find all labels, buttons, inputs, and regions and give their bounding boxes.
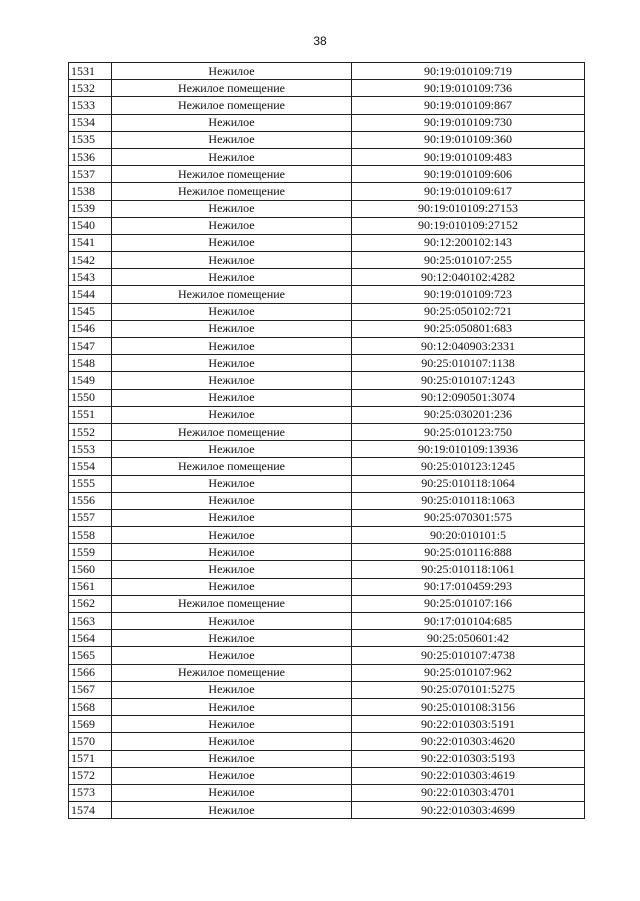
table-row — [69, 441, 585, 458]
cadastral-number: 90:22:010303:4620 — [352, 733, 585, 750]
cadastral-number: 90:25:030201:236 — [352, 406, 585, 423]
row-number: 1546 — [69, 320, 112, 337]
cadastral-number: 90:19:010109:483 — [352, 148, 585, 165]
table-row — [69, 784, 585, 801]
table-row — [69, 630, 585, 647]
row-number: 1544 — [69, 286, 112, 303]
object-type: Нежилое помещение — [112, 97, 352, 114]
object-type: Нежилое помещение — [112, 595, 352, 612]
row-number: 1549 — [69, 372, 112, 389]
row-number: 1536 — [69, 148, 112, 165]
cadastral-number: 90:25:010107:1243 — [352, 372, 585, 389]
row-number: 1563 — [69, 613, 112, 630]
object-type: Нежилое помещение — [112, 458, 352, 475]
cadastral-number: 90:25:010123:1245 — [352, 458, 585, 475]
row-number: 1565 — [69, 647, 112, 664]
object-type: Нежилое — [112, 217, 352, 234]
object-type: Нежилое — [112, 406, 352, 423]
row-number: 1558 — [69, 527, 112, 544]
table-row — [69, 286, 585, 303]
row-number: 1552 — [69, 423, 112, 440]
object-type: Нежилое — [112, 200, 352, 217]
row-number: 1566 — [69, 664, 112, 681]
row-number: 1572 — [69, 767, 112, 784]
object-type: Нежилое — [112, 578, 352, 595]
table-row — [69, 131, 585, 148]
cadastral-number: 90:25:010108:3156 — [352, 698, 585, 715]
row-number: 1569 — [69, 716, 112, 733]
cadastral-number: 90:22:010303:5191 — [352, 716, 585, 733]
object-type: Нежилое — [112, 355, 352, 372]
table-row — [69, 338, 585, 355]
table-row — [69, 509, 585, 526]
object-type: Нежилое — [112, 63, 352, 80]
row-number: 1539 — [69, 200, 112, 217]
row-number: 1533 — [69, 97, 112, 114]
cadastral-number: 90:17:010104:685 — [352, 613, 585, 630]
row-number: 1556 — [69, 492, 112, 509]
cadastral-number: 90:25:010116:888 — [352, 544, 585, 561]
object-type: Нежилое помещение — [112, 423, 352, 440]
object-type: Нежилое — [112, 320, 352, 337]
object-type: Нежилое — [112, 527, 352, 544]
table-row — [69, 664, 585, 681]
object-type: Нежилое — [112, 544, 352, 561]
property-table — [68, 62, 585, 819]
row-number: 1567 — [69, 681, 112, 698]
cadastral-number: 90:25:010107:1138 — [352, 355, 585, 372]
row-number: 1564 — [69, 630, 112, 647]
object-type: Нежилое — [112, 750, 352, 767]
cadastral-number: 90:25:010107:166 — [352, 595, 585, 612]
object-type: Нежилое — [112, 303, 352, 320]
row-number: 1555 — [69, 475, 112, 492]
row-number: 1554 — [69, 458, 112, 475]
cadastral-number: 90:19:010109:13936 — [352, 441, 585, 458]
object-type: Нежилое — [112, 441, 352, 458]
row-number: 1540 — [69, 217, 112, 234]
row-number: 1545 — [69, 303, 112, 320]
table-row — [69, 647, 585, 664]
object-type: Нежилое помещение — [112, 183, 352, 200]
row-number: 1542 — [69, 252, 112, 269]
row-number: 1560 — [69, 561, 112, 578]
object-type: Нежилое — [112, 716, 352, 733]
cadastral-number: 90:19:010109:617 — [352, 183, 585, 200]
table-row — [69, 698, 585, 715]
table-row — [69, 458, 585, 475]
cadastral-number: 90:19:010109:27153 — [352, 200, 585, 217]
cadastral-number: 90:19:010109:723 — [352, 286, 585, 303]
row-number: 1550 — [69, 389, 112, 406]
cadastral-number: 90:19:010109:867 — [352, 97, 585, 114]
object-type: Нежилое помещение — [112, 166, 352, 183]
table-row — [69, 613, 585, 630]
object-type: Нежилое — [112, 561, 352, 578]
cadastral-number: 90:19:010109:736 — [352, 80, 585, 97]
table-row — [69, 406, 585, 423]
table-row — [69, 269, 585, 286]
table-row — [69, 578, 585, 595]
row-number: 1531 — [69, 63, 112, 80]
cadastral-number: 90:25:010107:4738 — [352, 647, 585, 664]
cadastral-number: 90:25:010118:1063 — [352, 492, 585, 509]
table-row — [69, 320, 585, 337]
object-type: Нежилое — [112, 252, 352, 269]
cadastral-number: 90:22:010303:4699 — [352, 802, 585, 819]
cadastral-number: 90:19:010109:730 — [352, 114, 585, 131]
table-row — [69, 527, 585, 544]
cadastral-number: 90:25:050102:721 — [352, 303, 585, 320]
cadastral-number: 90:19:010109:606 — [352, 166, 585, 183]
row-number: 1532 — [69, 80, 112, 97]
cadastral-number: 90:25:010123:750 — [352, 423, 585, 440]
table-row — [69, 372, 585, 389]
table-row — [69, 802, 585, 819]
object-type: Нежилое — [112, 647, 352, 664]
row-number: 1534 — [69, 114, 112, 131]
object-type: Нежилое — [112, 131, 352, 148]
table-row — [69, 114, 585, 131]
table-row — [69, 681, 585, 698]
row-number: 1571 — [69, 750, 112, 767]
object-type: Нежилое — [112, 372, 352, 389]
object-type: Нежилое — [112, 338, 352, 355]
row-number: 1548 — [69, 355, 112, 372]
row-number: 1559 — [69, 544, 112, 561]
cadastral-number: 90:12:200102:143 — [352, 234, 585, 251]
cadastral-number: 90:25:070101:5275 — [352, 681, 585, 698]
row-number: 1538 — [69, 183, 112, 200]
table-row — [69, 252, 585, 269]
object-type: Нежилое — [112, 630, 352, 647]
table-row — [69, 561, 585, 578]
object-type: Нежилое — [112, 681, 352, 698]
object-type: Нежилое — [112, 114, 352, 131]
object-type: Нежилое — [112, 492, 352, 509]
cadastral-number: 90:25:050801:683 — [352, 320, 585, 337]
table-row — [69, 183, 585, 200]
object-type: Нежилое — [112, 802, 352, 819]
object-type: Нежилое — [112, 784, 352, 801]
row-number: 1547 — [69, 338, 112, 355]
object-type: Нежилое — [112, 475, 352, 492]
object-type: Нежилое — [112, 509, 352, 526]
object-type: Нежилое — [112, 698, 352, 715]
cadastral-number: 90:17:010459:293 — [352, 578, 585, 595]
row-number: 1553 — [69, 441, 112, 458]
object-type: Нежилое — [112, 389, 352, 406]
table-row — [69, 423, 585, 440]
cadastral-number: 90:12:040102:4282 — [352, 269, 585, 286]
cadastral-number: 90:22:010303:4701 — [352, 784, 585, 801]
cadastral-number: 90:22:010303:4619 — [352, 767, 585, 784]
table-row — [69, 166, 585, 183]
object-type: Нежилое помещение — [112, 80, 352, 97]
table-row — [69, 475, 585, 492]
table-row — [69, 767, 585, 784]
cadastral-number: 90:25:010107:255 — [352, 252, 585, 269]
row-number: 1570 — [69, 733, 112, 750]
cadastral-number: 90:19:010109:719 — [352, 63, 585, 80]
cadastral-number: 90:25:070301:575 — [352, 509, 585, 526]
object-type: Нежилое — [112, 733, 352, 750]
object-type: Нежилое — [112, 234, 352, 251]
row-number: 1557 — [69, 509, 112, 526]
table-row — [69, 750, 585, 767]
cadastral-number: 90:25:010118:1061 — [352, 561, 585, 578]
table-row — [69, 97, 585, 114]
object-type: Нежилое помещение — [112, 664, 352, 681]
table-row — [69, 200, 585, 217]
cadastral-number: 90:20:010101:5 — [352, 527, 585, 544]
row-number: 1574 — [69, 802, 112, 819]
row-number: 1562 — [69, 595, 112, 612]
cadastral-number: 90:12:090501:3074 — [352, 389, 585, 406]
table-row — [69, 148, 585, 165]
row-number: 1535 — [69, 131, 112, 148]
table-row — [69, 716, 585, 733]
cadastral-number: 90:25:010107:962 — [352, 664, 585, 681]
table-row — [69, 544, 585, 561]
property-table-body — [69, 63, 585, 819]
object-type: Нежилое — [112, 148, 352, 165]
object-type: Нежилое — [112, 269, 352, 286]
table-row — [69, 492, 585, 509]
row-number: 1537 — [69, 166, 112, 183]
cadastral-number: 90:19:010109:27152 — [352, 217, 585, 234]
table-row — [69, 63, 585, 80]
row-number: 1551 — [69, 406, 112, 423]
row-number: 1543 — [69, 269, 112, 286]
cadastral-number: 90:22:010303:5193 — [352, 750, 585, 767]
row-number: 1541 — [69, 234, 112, 251]
row-number: 1573 — [69, 784, 112, 801]
cadastral-number: 90:19:010109:360 — [352, 131, 585, 148]
table-row — [69, 217, 585, 234]
cadastral-number: 90:25:010118:1064 — [352, 475, 585, 492]
table-row — [69, 389, 585, 406]
table-row — [69, 355, 585, 372]
table-row — [69, 733, 585, 750]
table-row — [69, 303, 585, 320]
table-row — [69, 234, 585, 251]
table-row — [69, 80, 585, 97]
object-type: Нежилое — [112, 613, 352, 630]
page-number: 38 — [313, 34, 327, 48]
row-number: 1568 — [69, 698, 112, 715]
table-row — [69, 595, 585, 612]
cadastral-number: 90:12:040903:2331 — [352, 338, 585, 355]
row-number: 1561 — [69, 578, 112, 595]
cadastral-number: 90:25:050601:42 — [352, 630, 585, 647]
object-type: Нежилое — [112, 767, 352, 784]
object-type: Нежилое помещение — [112, 286, 352, 303]
